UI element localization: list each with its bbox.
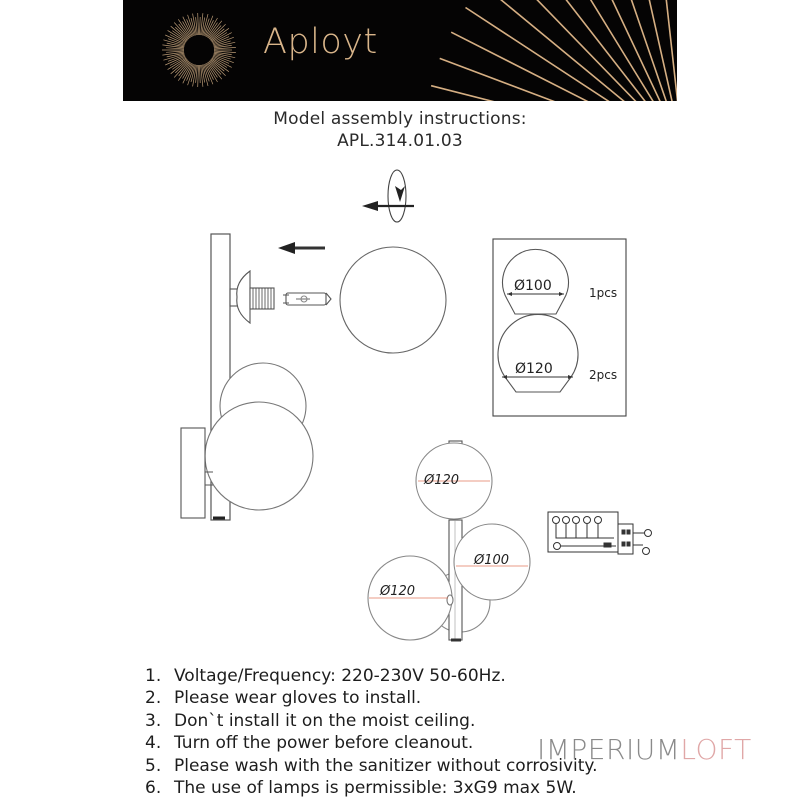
item-number: 6. bbox=[145, 777, 162, 798]
item-text: Please wear gloves to install. bbox=[174, 688, 422, 709]
list-item bbox=[145, 755, 597, 777]
item-text: Turn off the power before cleanout. bbox=[174, 733, 474, 754]
item-text: Voltage/Frequency: 220-230V 50-60Hz. bbox=[174, 666, 506, 686]
item-number: 4. bbox=[145, 733, 162, 754]
arrow-left-icon bbox=[278, 242, 325, 254]
instructions-list bbox=[145, 665, 597, 799]
list-item bbox=[145, 665, 597, 687]
front-label-left: Ø120 bbox=[380, 584, 416, 599]
watermark-part1: IMPERIUM bbox=[537, 733, 681, 766]
legend-qty-2: 2pcs bbox=[589, 368, 618, 382]
legend-qty-1: 1pcs bbox=[589, 286, 618, 300]
item-number: 2. bbox=[145, 688, 162, 709]
brand-name: Aployt bbox=[263, 22, 378, 62]
list-item bbox=[145, 687, 597, 709]
shade-legend-box bbox=[493, 239, 626, 416]
list-item bbox=[145, 732, 597, 754]
front-label-top: Ø120 bbox=[424, 473, 460, 488]
legend-diameter-1: Ø100 bbox=[514, 278, 552, 294]
watermark-part2: LOFT bbox=[680, 733, 752, 766]
front-label-right: Ø100 bbox=[474, 553, 510, 568]
watermark bbox=[537, 735, 752, 765]
list-item bbox=[145, 777, 597, 799]
page-title: Model assembly instructions: bbox=[273, 109, 527, 129]
model-number: APL.314.01.03 bbox=[337, 131, 463, 151]
g9-bulb-icon bbox=[283, 293, 331, 305]
wiring-diagram-icon bbox=[548, 512, 652, 555]
item-text: Don`t install it on the moist ceiling. bbox=[174, 710, 476, 731]
item-text: Please wash with the sanitizer without corrosivity. bbox=[174, 755, 598, 776]
item-number: 1. bbox=[145, 666, 162, 686]
legend-diameter-2: Ø120 bbox=[515, 361, 553, 377]
item-text: The use of lamps is permissible: 3xG9 max 5W. bbox=[174, 777, 577, 798]
rotate-arrow-icon bbox=[362, 170, 414, 222]
item-number: 5. bbox=[145, 755, 162, 776]
list-item bbox=[145, 710, 597, 732]
glass-shade bbox=[340, 247, 446, 353]
item-number: 3. bbox=[145, 710, 162, 731]
socket-icon bbox=[250, 288, 274, 309]
front-view bbox=[368, 441, 530, 640]
